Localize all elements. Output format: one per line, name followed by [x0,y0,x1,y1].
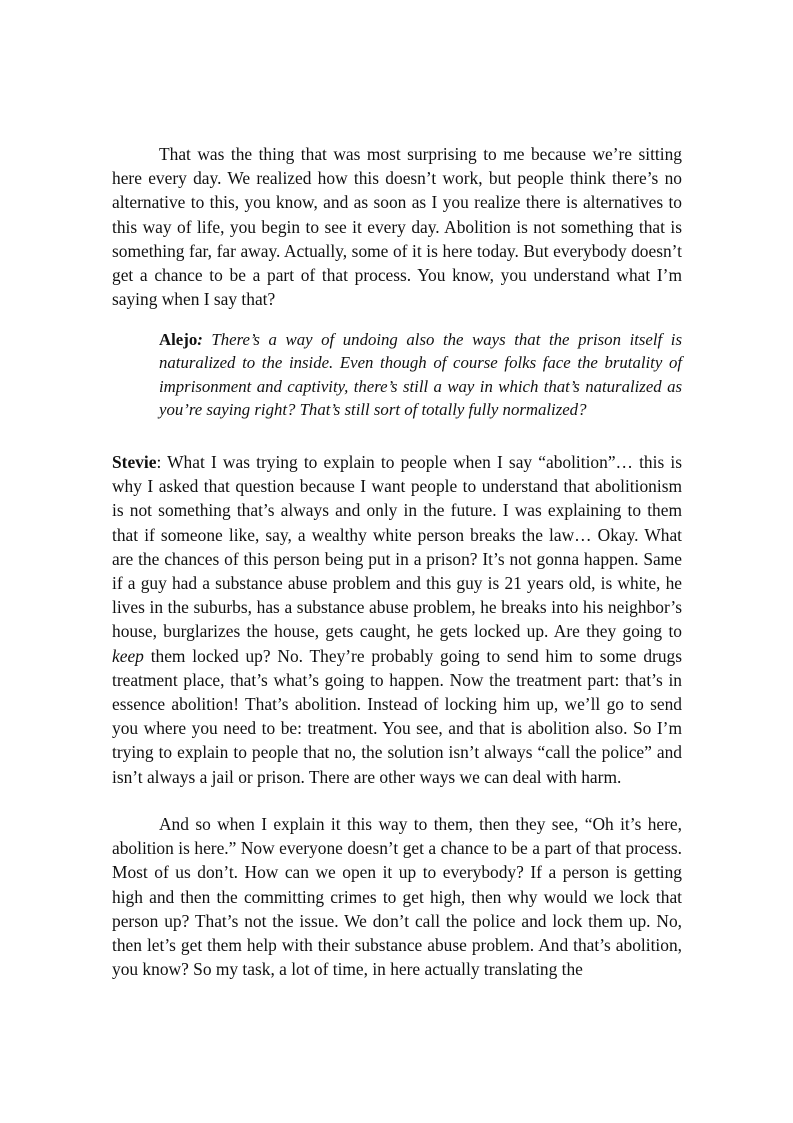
stevie-text-part-1: : What I was trying to explain to people when I say “abolition”… this is why I asked that question because I want people to understand that abolitionism is not something that’s always and only in the future. I was explaining to them that if someone like, say, a wealthy white person breaks the law… Okay. What are the chances of this person being put in a prison? It’s not gonna happen. Same if a guy had a substance abuse problem and this guy is 21 years old, is white, he lives in the suburbs, has a substance abuse problem, he breaks into his neighbor’s house, burglarizes the house, gets caught, he gets locked up. Are they going to [112,452,682,642]
paragraph-stevie [112,450,682,789]
quote-text: There’s a way of undoing also the ways that the prison itself is naturalized to the inside. Even though of course folks face the brutality of imprisonment and captivity, there’s still a way in which that’s naturalized as you’re saying right? That’s still sort of totally fully normalized? [159,330,682,420]
stevie-speaker-name: Stevie [112,452,157,472]
paragraph-intro: That was the thing that was most surprising to me because we’re sitting here every day. We realized how this doesn’t work, but people think there’s no alternative to this, you know, and as soon as I you realize there is alternatives to this way of life, you begin to see it every day. Abolition is not something that is something far, far away. Actually, some of it is here today. But everybody doesn’t get a chance to be a part of that process. You know, you understand what I’m saying when I say that? [112,144,682,310]
interview-quote [159,328,682,422]
stevie-emphasis: keep [112,645,144,666]
stevie-text-part-2: them locked up? No. They’re probably going to send him to some drugs treatment place, that’s what’s going to happen. Now the treatment part: that’s in essence abolition! That’s abolition. Instead of locking him up, we’ll go to send you where you need to be: treatment. You see, and that is abolition also. So I’m trying to explain to people that no, the solution isn’t always “call the police” and isn’t always a jail or prison. There are other ways we can deal with harm. [112,645,682,787]
quote-speaker-separator: : [197,330,203,349]
paragraph-continuation: And so when I explain it this way to them, then they see, “Oh it’s here, abolition is here.” Now everyone doesn’t get a chance to be a part of that process. Most of us don’t. How can we open it up to everybody? If a person is getting high and then the committing crimes to get high, then why would we lock that person up? That’s not the issue. We don’t call the police and lock them up. No, then let’s get them help with their substance abuse problem. And that’s abolition, you know? So my task, a lot of time, in here actually translating the [112,814,682,980]
quote-speaker-name: Alejo [159,330,198,349]
